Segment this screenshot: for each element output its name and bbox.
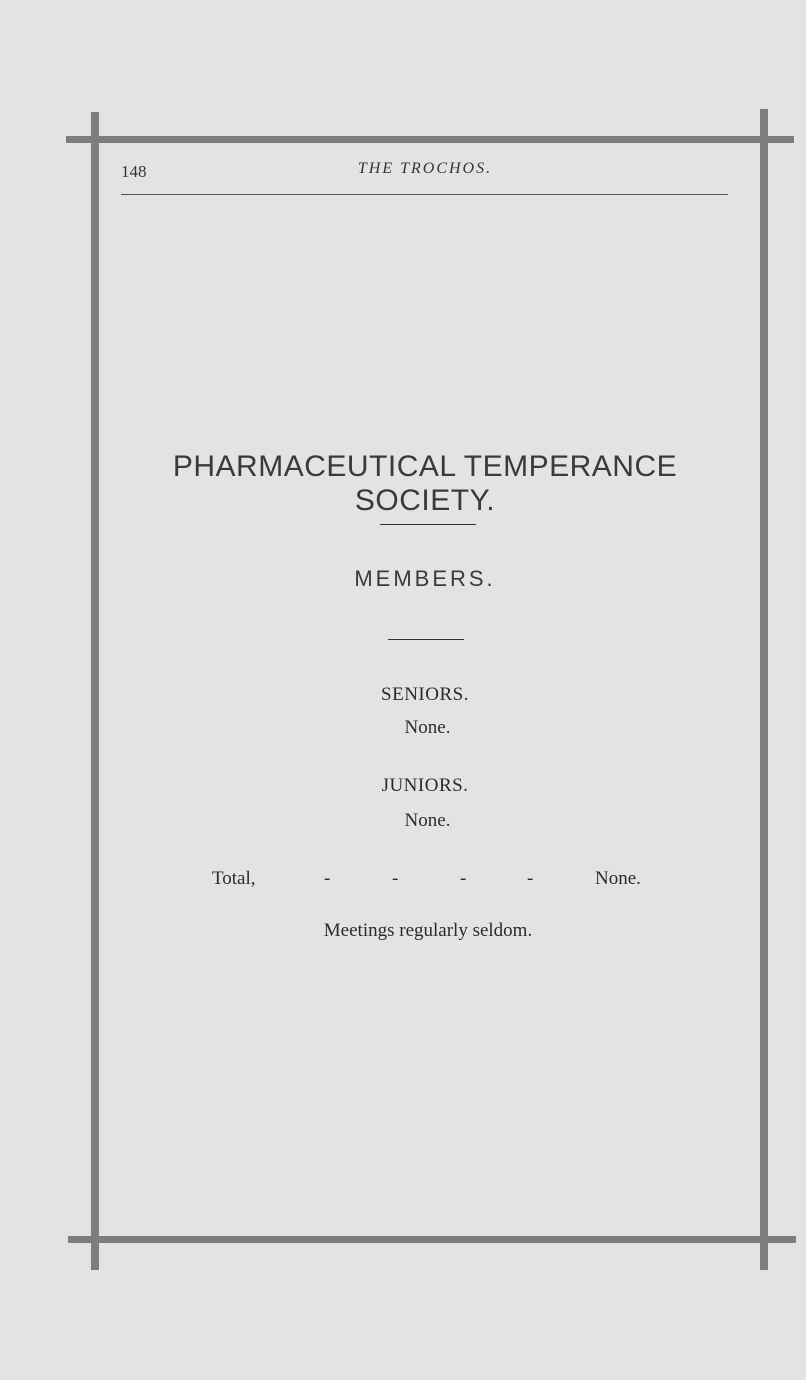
members-divider xyxy=(388,639,464,640)
frame-right-rule xyxy=(760,109,768,1270)
meetings-note: Meetings regularly seldom. xyxy=(323,920,533,941)
members-heading: MEMBERS. xyxy=(354,566,496,591)
total-dash: - xyxy=(324,868,331,889)
frame-bottom-rule xyxy=(68,1236,796,1243)
frame-top-rule xyxy=(66,136,794,143)
frame-left-rule xyxy=(91,112,99,1270)
title-divider xyxy=(380,524,476,525)
juniors-value: None. xyxy=(404,810,451,831)
header-rule xyxy=(121,194,728,195)
total-dash: - xyxy=(392,868,399,889)
total-label: Total, xyxy=(212,868,256,889)
total-value: None. xyxy=(595,868,641,889)
total-dash: - xyxy=(460,868,467,889)
seniors-heading: SENIORS. xyxy=(381,684,469,705)
total-dash: - xyxy=(527,868,534,889)
running-title: THE TROCHOS. xyxy=(357,160,493,177)
page-number: 148 xyxy=(121,162,147,181)
seniors-value: None. xyxy=(404,717,451,738)
juniors-heading: JUNIORS. xyxy=(381,775,469,796)
page-title: PHARMACEUTICAL TEMPERANCE SOCIETY. xyxy=(172,450,678,517)
